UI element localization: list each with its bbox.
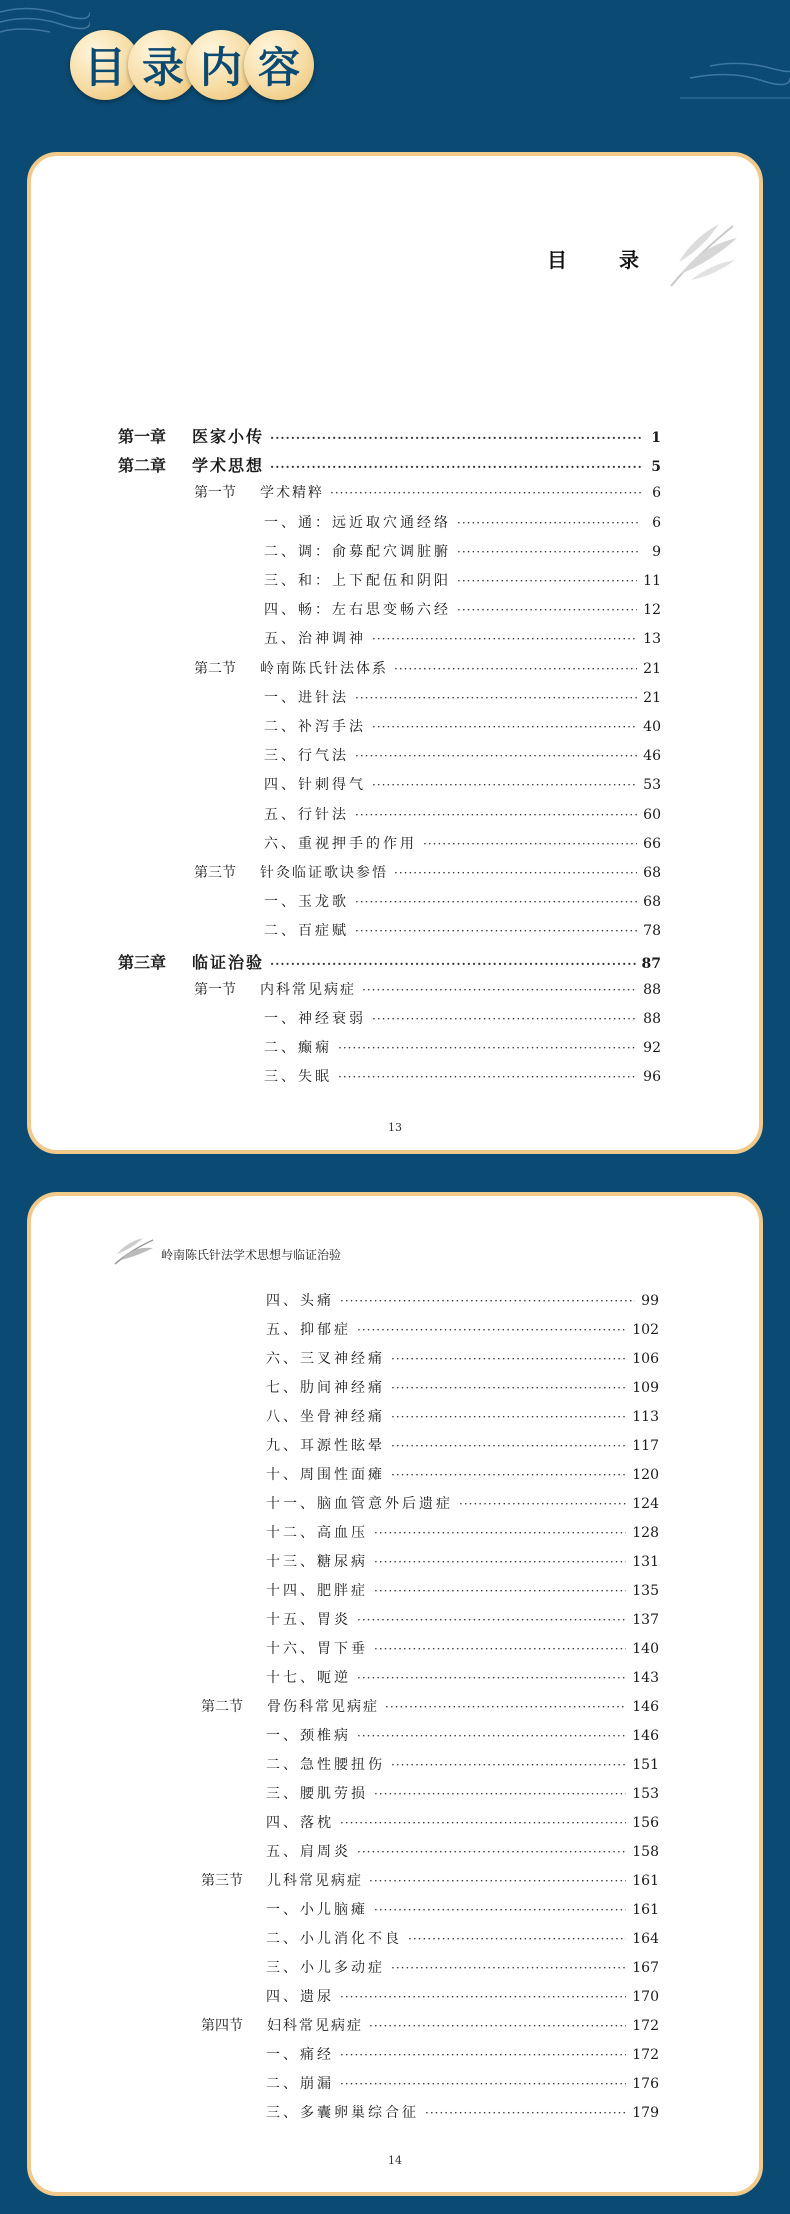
dot-leader [374, 1642, 626, 1656]
toc-entry-section [201, 1870, 659, 1890]
toc-entry-page: 124 [632, 1496, 659, 1512]
toc-entry-title: 十二、高血压 [266, 1525, 368, 1541]
toc-entry-page: 135 [632, 1583, 659, 1599]
toc-entry-number: 第四节 [201, 2018, 243, 2034]
toc-entry-title: 二、调：俞募配穴调脏腑 [264, 543, 451, 560]
toc-entry-title: 十七、呃逆 [266, 1670, 351, 1686]
dot-leader [425, 2106, 626, 2120]
toc-entry-page: 146 [632, 1728, 659, 1744]
bamboo-leaf-icon [661, 216, 741, 296]
toc-entry-title: 五、行针法 [264, 806, 349, 823]
toc-entry-page: 151 [632, 1757, 659, 1773]
toc-entry-page: 11 [643, 573, 661, 589]
toc-entry-page: 66 [643, 835, 661, 852]
toc-entry-item [266, 1377, 659, 1397]
decorative-waves-right [680, 58, 790, 108]
dot-leader [394, 866, 637, 880]
toc-entry-page: 156 [632, 1815, 659, 1831]
toc-entry-item [264, 804, 661, 824]
toc-entry-item [266, 1986, 659, 2006]
toc-entry-title: 一、痛经 [266, 2047, 334, 2063]
dot-leader [391, 1758, 626, 1772]
toc-entry-page: 117 [632, 1438, 659, 1454]
dot-leader [369, 1874, 626, 1888]
toc-entry-title: 儿科常见病症 [267, 1873, 363, 1889]
toc-entry-title: 内科常见病症 [260, 981, 356, 998]
toc-entry-item [266, 1551, 659, 1571]
toc-entry-page: 21 [643, 660, 661, 677]
toc-entry-item [266, 1290, 659, 1310]
dot-leader [457, 545, 641, 559]
title-char: 容 [244, 30, 314, 100]
toc-entry-page: 161 [632, 1873, 659, 1889]
dot-leader [340, 2077, 626, 2091]
toc-entry-page: 13 [643, 631, 661, 648]
toc-entry-title: 四、遗尿 [266, 1989, 334, 2005]
toc-entry-page: 5 [651, 459, 661, 476]
toc-entry-item [264, 541, 661, 561]
dot-leader [457, 516, 641, 530]
dot-leader [372, 778, 637, 792]
dot-leader [355, 924, 637, 938]
toc-entry-item [266, 2044, 659, 2064]
toc-entry-title: 一、通：远近取穴通经络 [264, 514, 451, 531]
toc-entry-title: 二、崩漏 [266, 2076, 334, 2092]
toc-entry-page: 172 [632, 2047, 659, 2063]
toc-entry-section [194, 979, 661, 999]
toc-entry-item [266, 2073, 659, 2093]
toc-entry-page: 6 [652, 485, 661, 502]
dot-leader [459, 1497, 626, 1511]
dot-leader [340, 1294, 635, 1308]
toc-entry-item [264, 920, 661, 940]
toc-entry-item [266, 1522, 659, 1542]
toc-entry-title: 五、肩周炎 [266, 1844, 351, 1860]
toc-entry-item [264, 833, 661, 853]
dot-leader [391, 1439, 626, 1453]
toc-entry-number: 第三节 [194, 865, 236, 881]
toc-entry-item [266, 1841, 659, 1861]
page-number: 13 [388, 1121, 402, 1134]
toc-entry-title: 八、坐骨神经痛 [266, 1409, 385, 1425]
toc-entry-title: 二、小儿消化不良 [266, 1931, 402, 1947]
toc-entry-page: 120 [632, 1467, 659, 1483]
title-banner [70, 30, 302, 102]
toc-entry-title: 十三、糖尿病 [266, 1554, 368, 1570]
toc-entry-title: 学术精粹 [260, 485, 324, 502]
toc-entry-page: 179 [632, 2105, 659, 2121]
toc-entry-page: 88 [643, 1011, 661, 1027]
dot-leader [374, 1903, 626, 1917]
toc-entry-title: 一、进针法 [264, 689, 349, 706]
toc-page-13 [27, 152, 763, 1154]
toc-entry-title: 岭南陈氏针法体系 [260, 660, 388, 677]
toc-entry-section [201, 2015, 659, 2035]
toc-entry-section [194, 482, 661, 502]
dot-leader [391, 1410, 626, 1424]
page-number: 14 [388, 2154, 402, 2167]
toc-entry-number: 第二节 [194, 660, 236, 677]
dot-leader [330, 486, 641, 500]
toc-entry-page: 92 [643, 1040, 661, 1057]
toc-entry-title: 六、重视押手的作用 [264, 835, 417, 852]
toc-entry-item [266, 1928, 659, 1948]
dot-leader [374, 1584, 626, 1598]
toc-entry-section [194, 658, 661, 678]
dot-leader [357, 1671, 626, 1685]
toc-entry-title: 二、百症赋 [264, 923, 349, 940]
toc-entry-title: 十六、胃下垂 [266, 1641, 368, 1657]
toc-entry-item [264, 774, 661, 794]
dot-leader [391, 1352, 626, 1366]
dot-leader [340, 1990, 626, 2004]
toc-entry-page: 167 [632, 1960, 659, 1976]
toc-entry-item [266, 1406, 659, 1426]
toc-entry-title: 三、腰肌劳损 [266, 1786, 368, 1802]
toc-entry-page: 68 [643, 894, 661, 911]
dot-leader [423, 837, 637, 851]
dot-leader [362, 983, 637, 997]
toc-entry-page: 170 [632, 1989, 659, 2005]
toc-entry-title: 十四、肥胖症 [266, 1583, 368, 1599]
toc-entry-item [266, 1464, 659, 1484]
toc-entry-page: 102 [632, 1322, 659, 1338]
toc-entry-title: 七、肋间神经痛 [266, 1380, 385, 1396]
toc-entry-title: 三、行气法 [264, 748, 349, 765]
toc-entry-page: 161 [632, 1902, 659, 1918]
dot-leader [385, 1700, 626, 1714]
toc-entry-title: 二、癫痫 [264, 1040, 332, 1057]
toc-entry-page: 96 [643, 1069, 661, 1086]
toc-entry-page: 106 [632, 1351, 659, 1367]
toc-entry-page: 21 [643, 689, 661, 706]
dot-leader [408, 1932, 626, 1946]
dot-leader [340, 2048, 626, 2062]
toc-entry-item [266, 1754, 659, 1774]
toc-entry-page: 153 [632, 1786, 659, 1802]
dot-leader [457, 574, 637, 588]
toc-entry-item [266, 1899, 659, 1919]
bamboo-leaf-icon [113, 1236, 155, 1268]
toc-entry-item [266, 2102, 659, 2122]
dot-leader [374, 1787, 626, 1801]
toc-entry-section [201, 1696, 659, 1716]
toc-entry-title: 临证治验 [192, 952, 265, 972]
toc-entry-title: 五、抑郁症 [266, 1322, 351, 1338]
toc-entry-number: 第二章 [118, 456, 167, 476]
toc-entry-title: 一、小儿脑瘫 [266, 1902, 368, 1918]
toc-entry-page: 176 [632, 2076, 659, 2092]
toc-entry-item [266, 1783, 659, 1803]
toc-entry-chapter [118, 453, 661, 476]
toc-entry-page: 137 [632, 1612, 659, 1628]
dot-leader [394, 662, 637, 676]
toc-entry-number: 第三节 [201, 1873, 243, 1889]
toc-entry-page: 146 [632, 1699, 659, 1715]
toc-entry-item [266, 1319, 659, 1339]
toc-entry-title: 妇科常见病症 [267, 2018, 363, 2034]
dot-leader [369, 2019, 626, 2033]
toc-entry-item [266, 1493, 659, 1513]
toc-entry-page: 40 [643, 719, 661, 735]
toc-entry-page: 131 [632, 1554, 659, 1570]
toc-entry-page: 68 [643, 865, 661, 881]
toc-entry-title: 九、耳源性眩晕 [266, 1438, 385, 1454]
toc-entry-item [266, 1725, 659, 1745]
toc-entry-item [266, 1348, 659, 1368]
dot-leader [374, 1526, 626, 1540]
toc-entry-page: 164 [632, 1931, 659, 1947]
toc-entry-title: 三、小儿多动症 [266, 1960, 385, 1976]
toc-entry-page: 78 [643, 923, 661, 940]
toc-entry-section [194, 862, 661, 882]
dot-leader [270, 957, 636, 971]
toc-entry-item [264, 599, 661, 619]
toc-entry-item [264, 891, 661, 911]
dot-leader [355, 749, 637, 763]
toc-entry-number: 第三章 [118, 952, 167, 972]
dot-leader [270, 460, 641, 474]
toc-entry-item [264, 512, 661, 532]
toc-entry-title: 一、神经衰弱 [264, 1011, 366, 1027]
toc-entry-item [264, 628, 661, 648]
toc-heading: 目 录 [547, 248, 655, 272]
toc-entry-item [266, 1580, 659, 1600]
toc-entry-page: 143 [632, 1670, 659, 1686]
title-char: 目 [70, 30, 140, 100]
toc-entry-title: 三、多囊卵巢综合征 [266, 2105, 419, 2121]
toc-entry-title: 六、三叉神经痛 [266, 1351, 385, 1367]
toc-entry-chapter [118, 950, 661, 973]
dot-leader [357, 1613, 626, 1627]
toc-entry-page: 60 [643, 806, 661, 823]
toc-entry-title: 十、周围性面瘫 [266, 1467, 385, 1483]
dot-leader [357, 1729, 626, 1743]
toc-entry-page: 99 [641, 1293, 659, 1309]
title-char: 录 [128, 30, 198, 100]
toc-entry-title: 三、和：上下配伍和阴阳 [264, 573, 451, 589]
dot-leader [391, 1381, 626, 1395]
running-head: 岭南陈氏针法学术思想与临证治验 [161, 1248, 342, 1262]
toc-entry-page: 87 [641, 955, 661, 972]
toc-entry-page: 6 [652, 514, 661, 531]
dot-leader [372, 1012, 637, 1026]
toc-entry-title: 一、玉龙歌 [264, 894, 349, 911]
toc-entry-page: 9 [652, 543, 661, 560]
toc-entry-chapter [118, 424, 661, 447]
dot-leader [355, 691, 637, 705]
toc-entry-item [266, 1667, 659, 1687]
toc-entry-number: 第一章 [118, 427, 167, 446]
dot-leader [270, 431, 641, 445]
toc-entry-title: 学术思想 [192, 456, 265, 476]
toc-entry-item [264, 570, 661, 590]
toc-entry-item [264, 716, 661, 736]
title-char: 内 [186, 30, 256, 100]
toc-entry-page: 113 [632, 1409, 659, 1425]
dot-leader [355, 808, 637, 822]
toc-entry-page: 88 [643, 981, 661, 998]
toc-entry-title: 医家小传 [192, 427, 265, 446]
toc-entry-title: 十一、脑血管意外后遗症 [266, 1496, 453, 1512]
toc-entry-page: 128 [632, 1525, 659, 1541]
toc-entry-item [266, 1957, 659, 1977]
toc-entry-title: 五、治神调神 [264, 631, 366, 648]
toc-entry-page: 53 [643, 777, 661, 794]
toc-entry-title: 二、急性腰扭伤 [266, 1757, 385, 1773]
dot-leader [372, 632, 637, 646]
dot-leader [357, 1845, 626, 1859]
toc-entry-page: 140 [632, 1641, 659, 1657]
toc-entry-page: 46 [643, 748, 661, 765]
dot-leader [357, 1323, 626, 1337]
toc-entry-number: 第二节 [201, 1699, 243, 1715]
dot-leader [372, 720, 637, 734]
toc-entry-page: 158 [632, 1844, 659, 1860]
dot-leader [457, 603, 637, 617]
dot-leader [391, 1961, 626, 1975]
toc-entry-item [264, 1037, 661, 1057]
toc-entry-title: 四、落枕 [266, 1815, 334, 1831]
toc-entry-title: 十五、胃炎 [266, 1612, 351, 1628]
toc-entry-title: 一、颈椎病 [266, 1728, 351, 1744]
toc-entry-item [264, 745, 661, 765]
toc-entry-item [266, 1812, 659, 1832]
toc-entry-item [266, 1609, 659, 1629]
toc-entry-title: 二、补泻手法 [264, 719, 366, 735]
dot-leader [340, 1816, 626, 1830]
toc-page-14 [27, 1192, 763, 2196]
toc-entry-number: 第一节 [194, 981, 236, 998]
toc-entry-title: 四、畅：左右思变畅六经 [264, 602, 451, 619]
toc-entry-title: 骨伤科常见病症 [267, 1699, 379, 1715]
toc-entry-page: 109 [632, 1380, 659, 1396]
dot-leader [355, 895, 637, 909]
toc-entry-item [264, 1066, 661, 1086]
toc-entry-title: 三、失眠 [264, 1069, 332, 1086]
toc-entry-item [266, 1435, 659, 1455]
toc-entry-page: 12 [643, 602, 661, 619]
toc-entry-title: 四、针刺得气 [264, 777, 366, 794]
toc-entry-title: 针灸临证歌诀参悟 [260, 865, 388, 881]
toc-entry-item [266, 1638, 659, 1658]
toc-entry-number: 第一节 [194, 485, 236, 502]
toc-entry-page: 172 [632, 2018, 659, 2034]
toc-entry-page: 1 [651, 430, 661, 446]
toc-entry-title: 四、头痛 [266, 1293, 334, 1309]
toc-entry-item [264, 687, 661, 707]
dot-leader [338, 1070, 637, 1084]
toc-entry-item [264, 1008, 661, 1028]
dot-leader [391, 1468, 626, 1482]
dot-leader [374, 1555, 626, 1569]
dot-leader [338, 1041, 637, 1055]
